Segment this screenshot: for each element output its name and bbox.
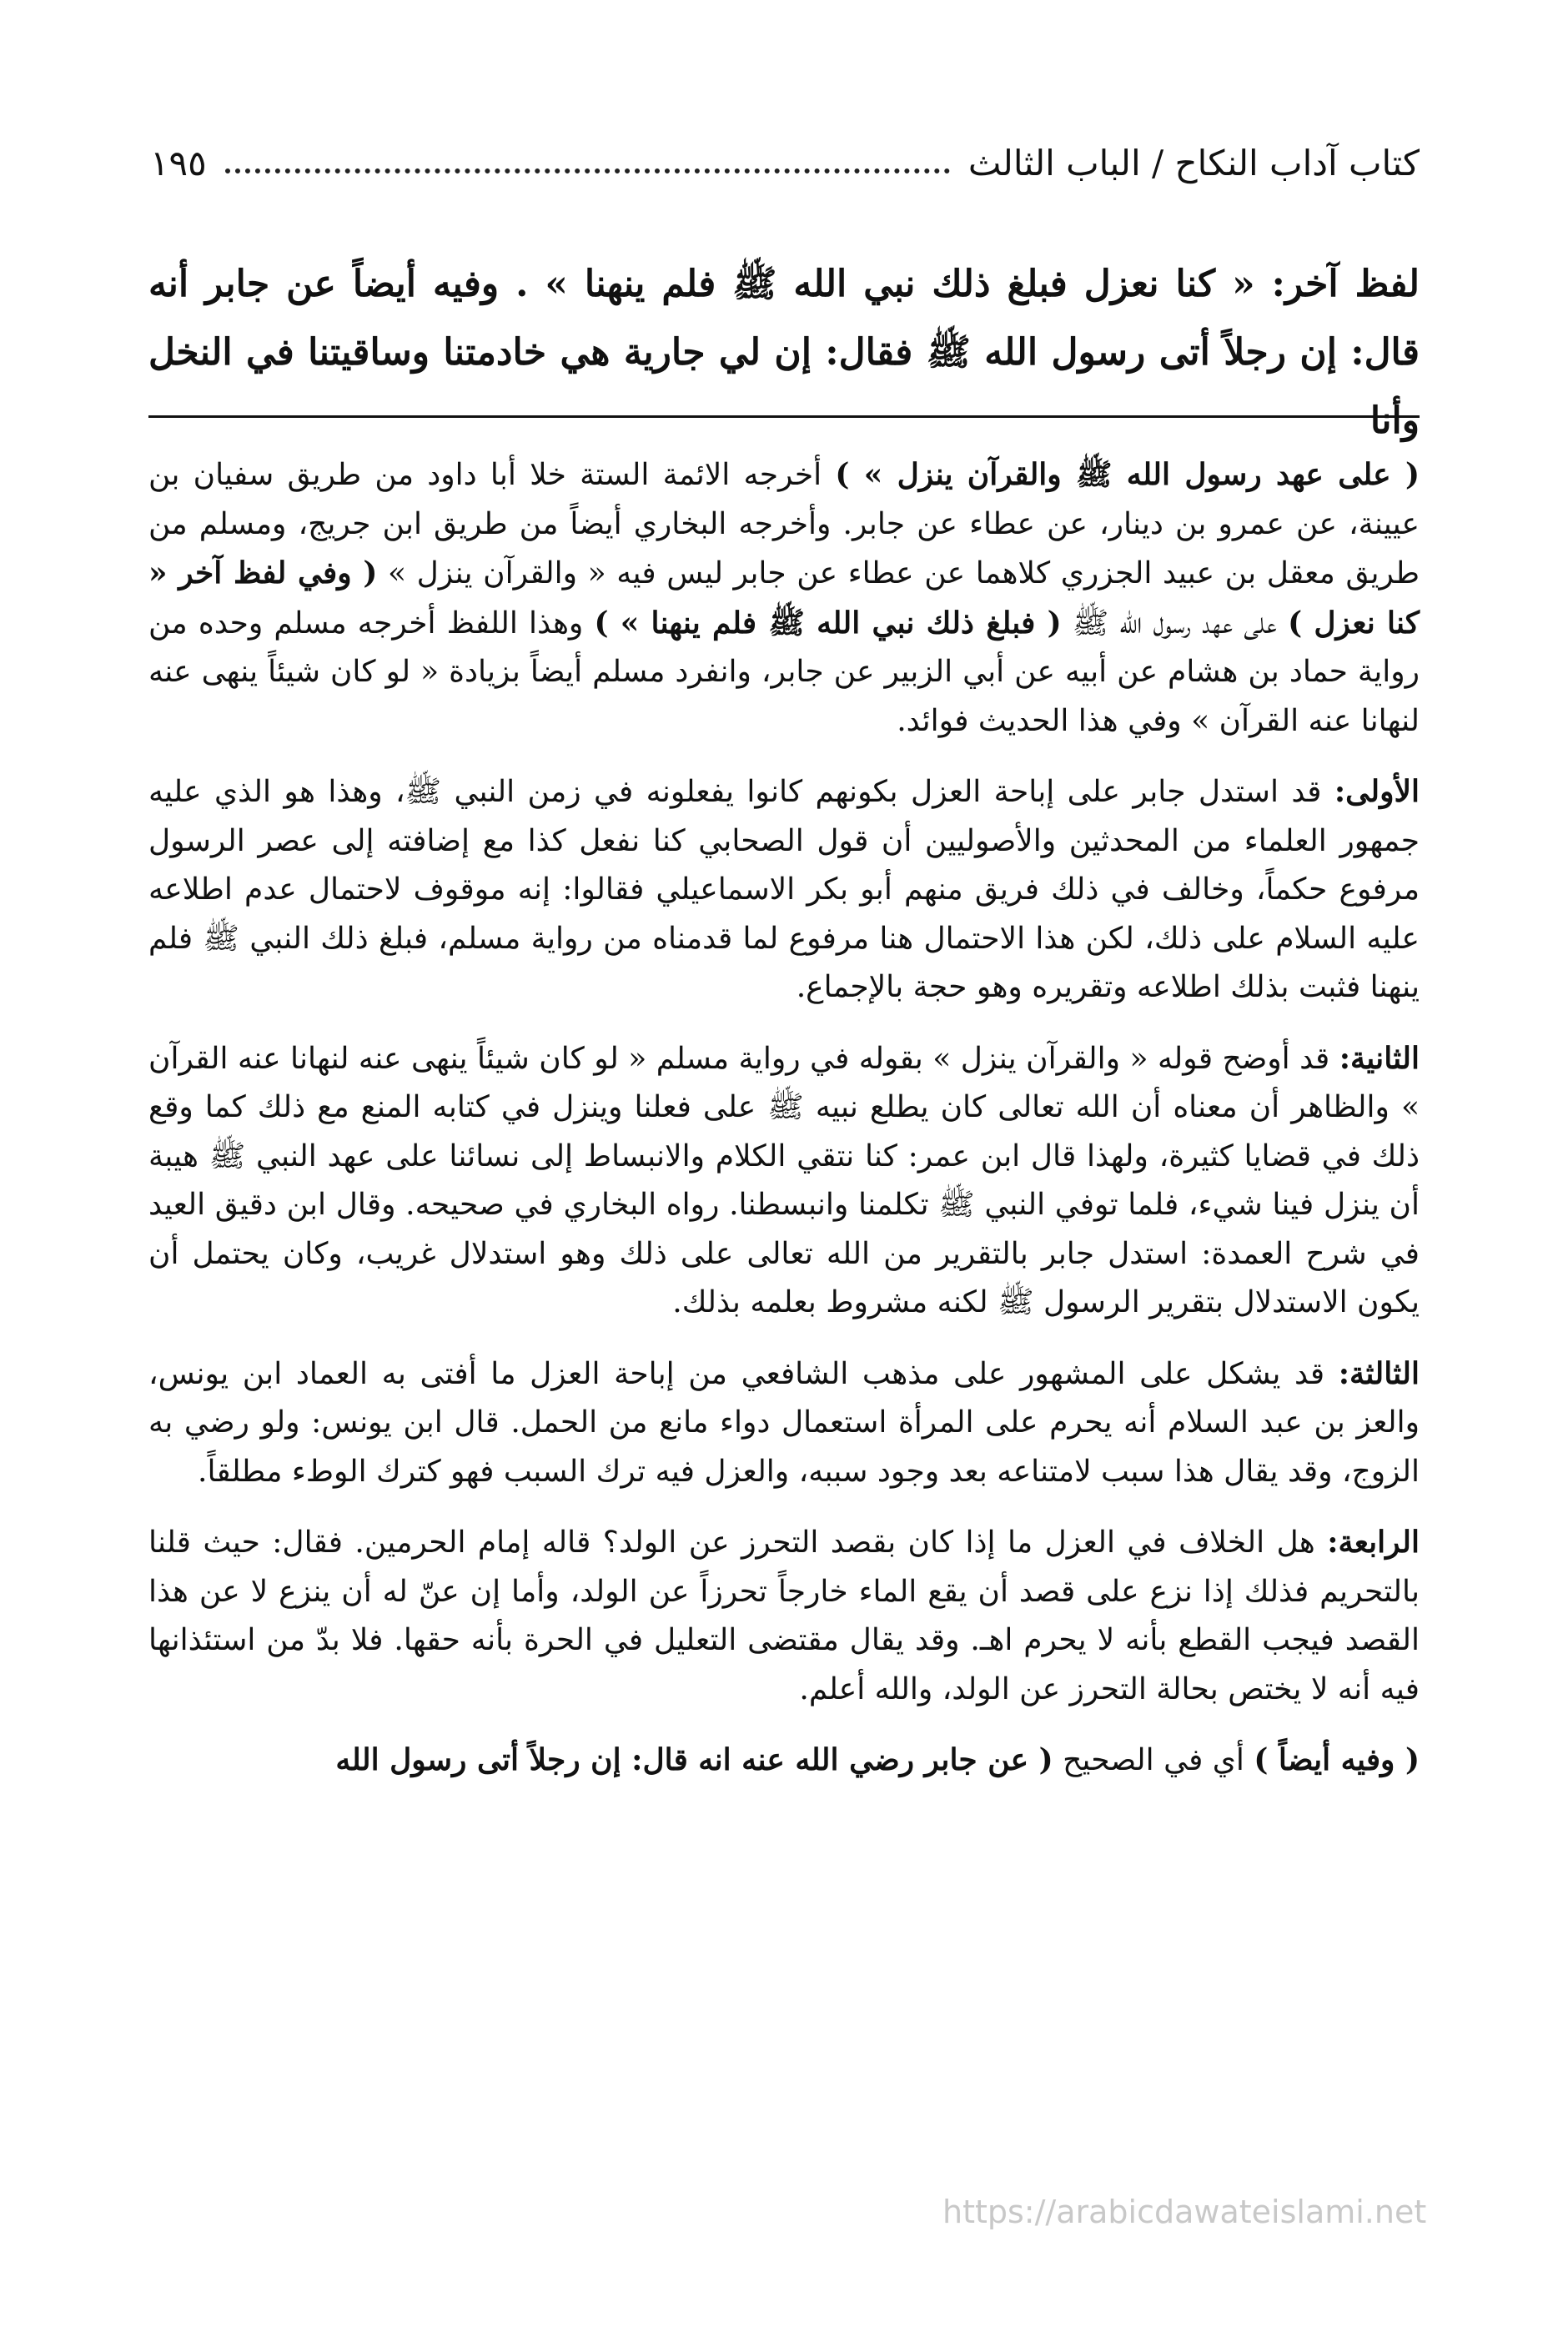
paragraph-text: أخرجه الائمة الستة خلا أبا داود من طريق سفيان بن عيينة، عن عمرو بن دينار، عن عطاء عن جابر. وأخرجه البخاري أيضاً من طريق ابن جريج، ومسلم من طريق معقل بن عبيد الجزري كلاهما عن عطاء عن جابر ليس فيه « والقرآن ينزل » xyxy=(148,458,1420,591)
commentary-paragraph-4 xyxy=(148,1349,1420,1497)
commentary-paragraph-1 xyxy=(148,450,1420,746)
paragraph-text: أي في الصحيح xyxy=(1053,1743,1254,1777)
quoted-phrase: ( عن جابر رضي الله عنه انه قال: إن رجلاً أتى رسول الله xyxy=(335,1742,1053,1777)
commentary-paragraph-6 xyxy=(148,1736,1420,1786)
point-heading: الثانية: xyxy=(1339,1040,1420,1076)
paragraph-text: على عهد رسول الله ﷺ xyxy=(1061,606,1289,641)
point-heading: الأولى: xyxy=(1334,774,1420,809)
header-dot-leader xyxy=(225,168,950,173)
watermark-url: https://arabicdawateislami.net xyxy=(942,2194,1427,2230)
paragraph-text: قد أوضح قوله « والقرآن ينزل » بقوله في رواية مسلم « لو كان شيئاً ينهى عنه لنهانا عنه القرآن » والظاهر أن معناه أن الله تعالى كان يطلع نبيه ﷺ على فعلنا وينزل في كتابه المنع مع ذلك كما وقع ذلك في قضايا كثيرة، ولهذا قال ابن عمر: كنا نتقي الكلام والانبساط إلى نسائنا على عهد النبي ﷺ هيبة أن ينزل فينا شيء، فلما توفي النبي ﷺ تكلمنا وانبسطنا. رواه البخاري في صحيحه. وقال ابن دقيق العيد في شرح العمدة: استدل جابر بالتقرير من الله تعالى على ذلك وهو استدلال غريب، وكان يحتمل أن يكون الاستدلال بتقرير الرسول ﷺ لكنه مشروط بعلمه بذلك. xyxy=(148,1041,1420,1319)
point-heading: الثالثة: xyxy=(1338,1355,1420,1391)
main-text: لفظ آخر: « كنا نعزل فبلغ ذلك نبي الله ﷺ فلم ينهنا » . وفيه أيضاً عن جابر أنه قال: إن رجلاً أتى رسول الله ﷺ فقال: إن لي جارية هي خادمتنا وساقيتنا في النخل وأنا xyxy=(148,263,1420,442)
footnote-divider xyxy=(148,415,1420,418)
paragraph-text: قد يشكل على المشهور على مذهب الشافعي من إباحة العزل ما أفتى به العماد ابن يونس، والعز بن عبد السلام أنه يحرم على المرأة استعمال دواء مانع من الحمل. قال ابن يونس: ولو رضي به الزوج، وقد يقال هذا سبب لامتناعه بعد وجود سببه، والعزل فيه ترك السبب فهو كترك الوطء مطلقاً. xyxy=(148,1356,1420,1489)
commentary-paragraph-5 xyxy=(148,1518,1420,1714)
commentary xyxy=(148,450,1420,1807)
paragraph-text: هل الخلاف في العزل ما إذا كان بقصد التحرز عن الولد؟ قاله إمام الحرمين. فقال: حيث قلنا بالتحريم فذلك إذا نزع على قصد أن يقع الماء خارجاً تحرزاً عن الولد، وأما إن عنّ له أن ينزع لا عن هذا القصد فيجب القطع بأنه لا يحرم اهـ. وقد يقال مقتضى التعليل في الحرة بأنه حقها. فلا بدّ من استئذانها فيه أنه لا يختص بحالة التحرز عن الولد، والله أعلم. xyxy=(148,1525,1420,1706)
paragraph-text: وهذا اللفظ أخرجه مسلم وحده من رواية حماد بن هشام عن أبيه عن أبي الزبير عن جابر، وانفرد مسلم أيضاً بزيادة « لو كان شيئاً ينهى عنه لنهانا عنه القرآن » وفي هذا الحديث فوائد. xyxy=(148,606,1420,738)
commentary-paragraph-3 xyxy=(148,1034,1420,1328)
point-heading: الرابعة: xyxy=(1327,1525,1420,1560)
running-header xyxy=(150,133,1420,192)
quoted-phrase: ( فبلغ ذلك نبي الله ﷺ فلم ينهنا » ) xyxy=(594,605,1062,641)
quoted-phrase: ( وفيه أيضاً ) xyxy=(1254,1742,1420,1777)
chapter-title: كتاب آداب النكاح / الباب الثالث xyxy=(967,142,1420,183)
quoted-phrase: ( على عهد رسول الله ﷺ والقرآن ينزل » ) xyxy=(835,457,1420,492)
quoted-phrase: ( وفي لفظ آخر « كنا نعزل ) xyxy=(148,555,1420,641)
page-number: ١٩٥ xyxy=(150,142,207,183)
paragraph-text: قد استدل جابر على إباحة العزل بكونهم كانوا يفعلونه في زمن النبي ﷺ، وهذا هو الذي عليه جمهور العلماء من المحدثين والأصوليين أن قول الصحابي كنا نفعل كذا مع إضافته إلى عصر الرسول مرفوع حكماً، وخالف في ذلك فريق منهم أبو بكر الاسماعيلي فقالوا: إنه موقوف لاحتمال عدم اطلاعه عليه السلام على ذلك، لكن هذا الاحتمال هنا مرفوع لما قدمناه من رواية مسلم، فبلغ ذلك النبي ﷺ فلم ينهنا فثبت بذلك اطلاعه وتقريره وهو حجة بالإجماع. xyxy=(148,775,1420,1004)
commentary-paragraph-2 xyxy=(148,767,1420,1013)
